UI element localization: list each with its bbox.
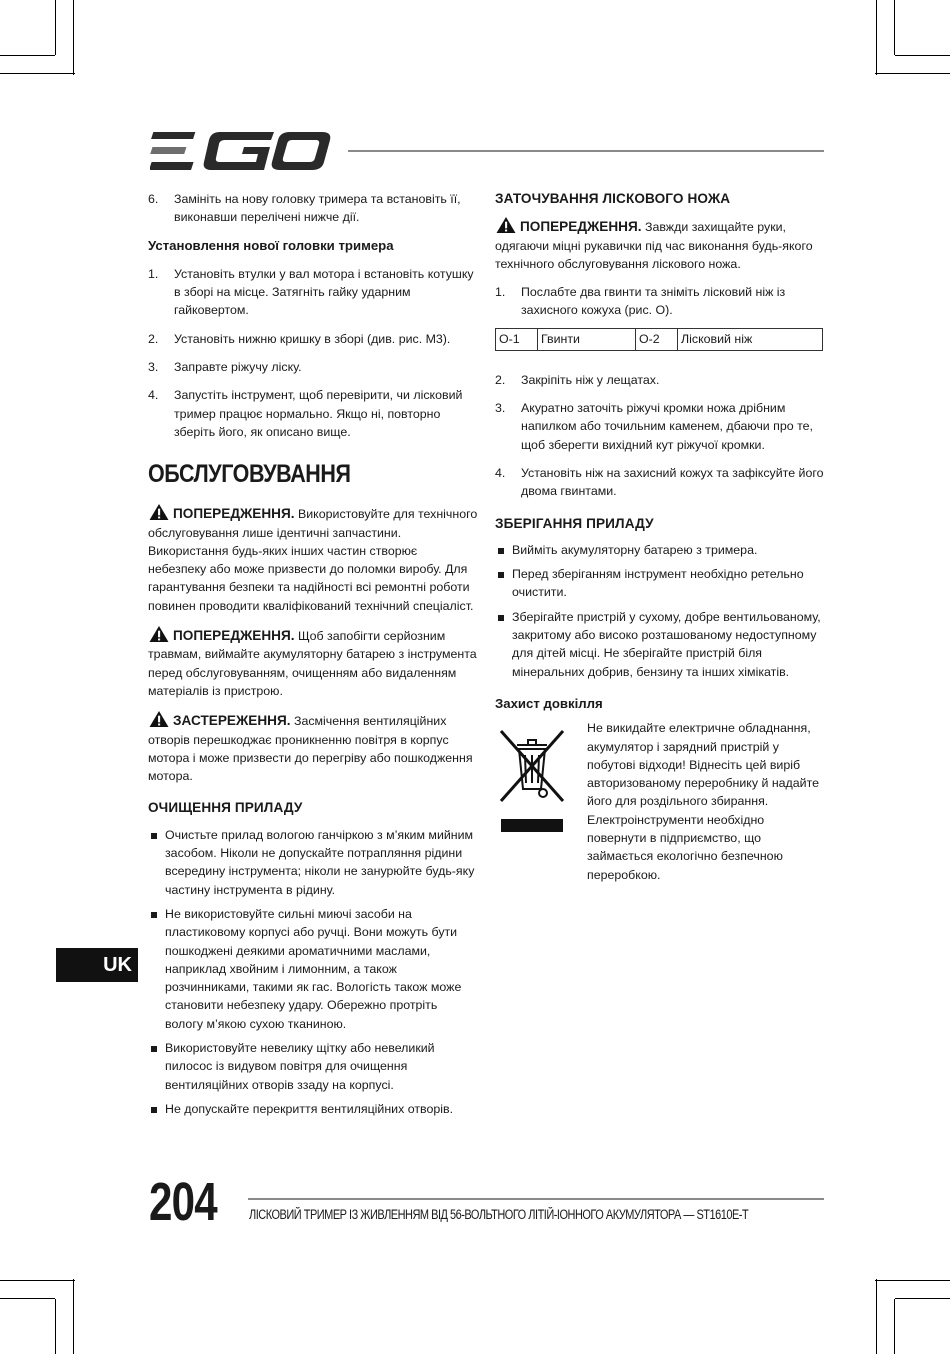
table-cell: Лісковий ніж: [678, 328, 823, 350]
crop-mark: [73, 1279, 74, 1354]
storage-list: [495, 541, 825, 681]
left-column: [148, 190, 478, 1124]
list-item: 3. Заправте ріжучу ліску.: [148, 360, 302, 375]
table-cell: O-1: [496, 328, 538, 350]
table-row: [496, 328, 823, 350]
page-number: 204: [149, 1172, 217, 1232]
footer-rule: [248, 1198, 824, 1200]
list-item: 3. Акуратно заточіть ріжучі кромки ножа дрібним напилком або точильним каменем, дбаючи про те, щоб зберегти вихідний кут ріжучої кромки.: [495, 401, 813, 452]
warning-icon: [495, 216, 517, 234]
table-cell: O-2: [636, 328, 678, 350]
language-tab-label: UK: [103, 954, 132, 976]
cleaning-list: [148, 826, 478, 1118]
bullet-icon: [151, 1107, 157, 1113]
bullet-icon: [498, 548, 504, 554]
list-item: Очистьте прилад вологою ганчіркою з м’яким мийним засобом. Ніколи не допускайте потрапляння рідини всередину інструмента; ніколи не занурюйте будь-яку частину інструмента в рідину.: [148, 826, 478, 899]
cleaning-heading: ОЧИЩЕННЯ ПРИЛАДУ: [148, 800, 303, 816]
list-item: Не допускайте перекриття вентиляційних отворів.: [148, 1100, 478, 1118]
warning-paragraph: ПОПЕРЕДЖЕННЯ. Щоб запобігти серйозним травмам, виймайте акумуляторну батарею з інструмента перед обслуговуванням, очищенням або видаленням матеріалів із пристрою.: [148, 625, 478, 700]
storage-heading: ЗБЕРІГАННЯ ПРИЛАДУ: [495, 515, 654, 531]
parts-table: [495, 328, 823, 351]
crop-mark: [895, 55, 950, 56]
bullet-icon: [151, 912, 157, 918]
warning-icon: [148, 710, 170, 728]
bullet-icon: [151, 833, 157, 839]
list-item: 1. Установіть втулки у вал мотора і встановіть котушку в зборі на місце. Затягніть гайку ударним гайковертом.: [148, 266, 474, 318]
crop-mark: [894, 1299, 895, 1354]
crop-mark: [876, 1279, 877, 1354]
header-rule: [348, 150, 824, 152]
warning-icon: [148, 625, 170, 643]
sharpen-step1: [495, 283, 825, 320]
list-item: 2. Закріпіть ніж у лещатах.: [495, 372, 660, 387]
warning-paragraph: ПОПЕРЕДЖЕННЯ. Використовуйте для технічного обслуговування лише ідентичні запчастини. Використання будь-яких інших частин створює небезпеку або може призвести до поломки виробу. Для гарантування безпеки та надійності всі ремонтні роботи повинен проводити кваліфікований технічний спеціаліст.: [148, 503, 478, 615]
crop-mark: [875, 1280, 950, 1281]
install-steps: [148, 265, 478, 441]
sharpen-steps: [495, 371, 825, 501]
list-item: 1. Послабте два гвинти та зніміть лісковий ніж із захисного кожуха (рис. O).: [495, 285, 786, 318]
crop-mark: [0, 55, 55, 56]
list-item: Використовуйте невелику щітку або невеликий пилосос із видувом повітря для очищення вентиляційних отворів ззаду на корпусі.: [148, 1039, 478, 1094]
crop-mark: [895, 1298, 950, 1299]
crop-mark: [876, 0, 877, 75]
list-item: 4. Запустіть інструмент, щоб перевірити, чи лісковий тример працює нормально. Якщо ні, повторно зберіть його, як описано вище.: [148, 388, 463, 439]
bullet-icon: [498, 615, 504, 621]
environment-heading: Захист довкілля: [495, 695, 603, 711]
right-column: [495, 190, 825, 884]
list-item: 4. Установіть ніж на захисний кожух та зафіксуйте його двома гвинтами.: [495, 465, 824, 499]
maintenance-heading: ОБСЛУГОВУВАННЯ: [148, 460, 351, 489]
step6-list: [148, 190, 478, 227]
sharpen-heading: ЗАТОЧУВАННЯ ЛІСКОВОГО НОЖА: [495, 191, 731, 206]
crop-mark: [55, 1299, 56, 1354]
environment-section: [495, 719, 825, 884]
warning-icon: [148, 503, 170, 521]
bullet-icon: [151, 1046, 157, 1052]
environment-text: Не викидайте електричне обладнання, акумулятор і зарядний пристрій у побутові відходи! Віднесіть цей виріб авторизованому переробнику й надайте його для роздільного збирання. Електроінструменти необхідно повернути в підприємство, що займається екологічно безпечною переробкою.: [587, 721, 820, 882]
crop-mark: [875, 73, 950, 74]
warning-paragraph: ПОПЕРЕДЖЕННЯ. Завжди захищайте руки, одягаючи міцні рукавички під час виконання будь-якого технічного обслуговування ліскового ножа.: [495, 216, 825, 273]
bullet-icon: [498, 572, 504, 578]
crop-mark: [0, 1280, 75, 1281]
crop-mark: [0, 1298, 55, 1299]
install-heading: Установлення нової головки тримера: [148, 237, 394, 253]
list-item: Не використовуйте сильні миючі засоби на пластиковому корпусі або ручці. Вони можуть бути пошкоджені деякими ароматичними маслами, наприклад хвойним і лимонним, а також розчинниками, такими як гас. Вологість також може становити небезпеку удару. Обережно протріть вологу м’якою сухою тканиною.: [148, 905, 478, 1033]
list-item: Вийміть акумуляторну батарею з тримера.: [495, 541, 825, 559]
table-cell: Гвинти: [538, 328, 636, 350]
list-item: 6. Замініть на нову головку тримера та встановіть її, виконавши перелічені нижче дії.: [148, 192, 461, 225]
list-item: 2. Установіть нижню кришку в зборі (див. рис. M3).: [148, 331, 451, 346]
list-item: Зберігайте пристрій у сухому, добре вентильованому, закритому або високо розташованому недоступному для дітей місці. Не зберігайте пристрій біля мінеральних добрив, бензину та інших хімікатів.: [495, 608, 825, 681]
crop-mark: [55, 0, 56, 55]
crop-mark: [73, 0, 74, 75]
crossed-bin-icon: [495, 723, 569, 835]
ego-logo: [150, 130, 332, 172]
footer-title: ЛІСКОВИЙ ТРИМЕР ІЗ ЖИВЛЕННЯМ ВІД 56-ВОЛЬТНОГО ЛІТІЙ-ІОННОГО АКУМУЛЯТОРА — ST1610E-T: [249, 1207, 749, 1222]
caution-paragraph: ЗАСТЕРЕЖЕННЯ. Засмічення вентиляційних отворів перешкоджає проникненню повітря в корпус мотора і може призвести до перегріву або пошкодження мотора.: [148, 710, 478, 785]
crop-mark: [894, 0, 895, 55]
list-item: Перед зберіганням інструмент необхідно ретельно очистити.: [495, 565, 825, 602]
language-tab: [56, 948, 138, 982]
crop-mark: [0, 73, 75, 74]
